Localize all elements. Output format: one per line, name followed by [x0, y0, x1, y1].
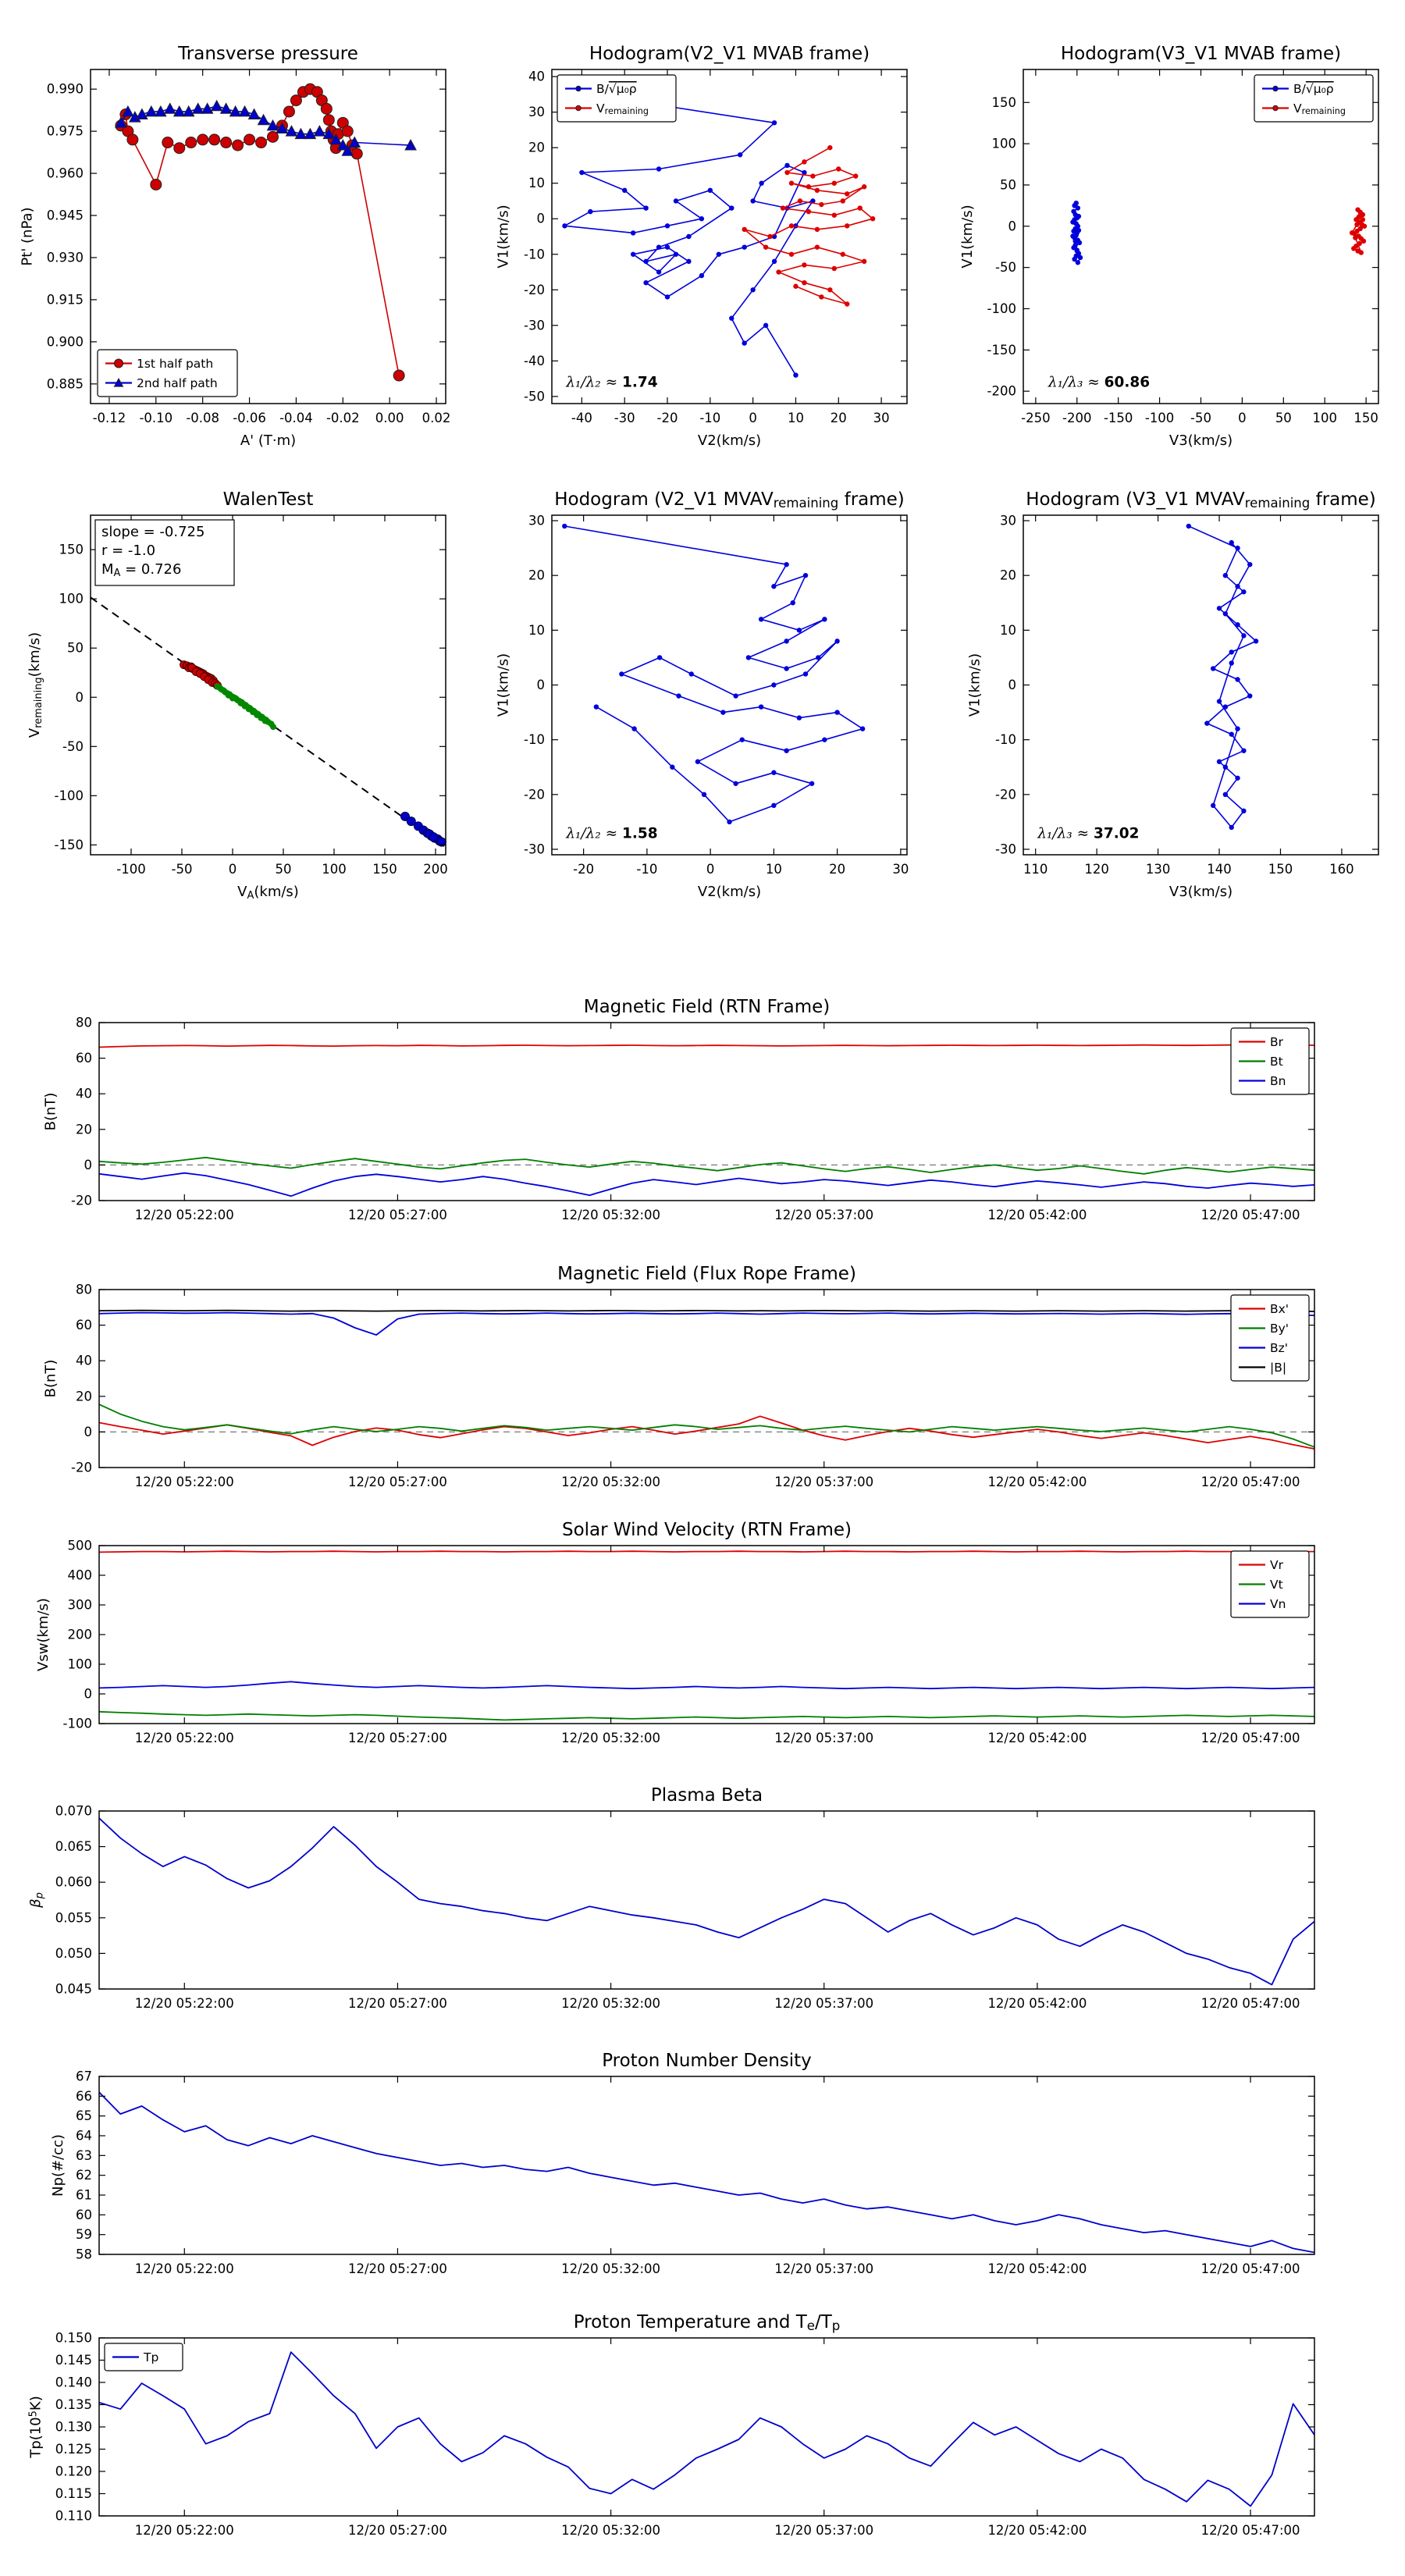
x-tick-labels [135, 2261, 1300, 2276]
x-tick-labels [135, 1731, 1300, 1745]
svg-text:-100: -100 [116, 862, 146, 877]
svg-text:66: 66 [76, 2088, 92, 2104]
svg-text:-200: -200 [987, 383, 1016, 399]
chart-tp [28, 2312, 1315, 2538]
svg-text:0.00: 0.00 [375, 411, 404, 425]
svg-text:20: 20 [76, 1122, 92, 1137]
x-tick-labels [1021, 411, 1378, 425]
svg-text:12/20 05:22:00: 12/20 05:22:00 [134, 1475, 234, 1489]
y-axis-label: V1(km/s) [959, 205, 976, 269]
svg-text:12/20 05:47:00: 12/20 05:47:00 [1200, 1731, 1300, 1745]
stats-line: slope = -0.725 [101, 524, 205, 540]
svg-text:-10: -10 [636, 862, 658, 877]
y-tick-labels [71, 1283, 92, 1475]
svg-text:150: 150 [59, 542, 84, 557]
stats-line: r = -1.0 [101, 543, 156, 559]
svg-text:0.045: 0.045 [55, 1981, 92, 1997]
svg-text:20: 20 [528, 140, 545, 155]
legend-label: Bx' [1270, 1302, 1289, 1316]
x-axis-label: V2(km/s) [697, 432, 762, 449]
svg-text:0.900: 0.900 [46, 334, 84, 350]
plot-background [99, 1290, 1314, 1468]
y-tick-labels [63, 1539, 92, 1731]
svg-text:0.915: 0.915 [46, 292, 84, 308]
svg-text:12/20 05:22:00: 12/20 05:22:00 [134, 1996, 234, 2011]
svg-text:0: 0 [536, 678, 545, 692]
svg-text:12/20 05:47:00: 12/20 05:47:00 [1200, 2261, 1300, 2276]
svg-text:12/20 05:32:00: 12/20 05:32:00 [561, 1475, 661, 1489]
svg-text:62: 62 [76, 2168, 92, 2183]
svg-text:-100: -100 [54, 788, 84, 803]
svg-text:-100: -100 [987, 301, 1016, 316]
svg-text:0: 0 [84, 1424, 92, 1439]
svg-text:150: 150 [1268, 862, 1293, 877]
x-axis-label: A' (T·m) [240, 432, 297, 449]
legend-label: |B| [1270, 1361, 1287, 1375]
svg-text:12/20 05:22:00: 12/20 05:22:00 [134, 1208, 234, 1222]
x-tick-labels [571, 411, 890, 425]
svg-text:-20: -20 [995, 787, 1016, 802]
legend-label: 1st half path [137, 357, 214, 371]
svg-text:-250: -250 [1021, 411, 1051, 425]
svg-text:50: 50 [1275, 411, 1292, 425]
svg-text:0.050: 0.050 [55, 1945, 92, 1961]
y-tick-labels [76, 2069, 92, 2262]
y-axis-label: Np(#/cc) [50, 2134, 66, 2197]
chart-title: Hodogram (V3_V1 MVAVremaining frame) [1026, 489, 1376, 511]
x-axis-label: V3(km/s) [1168, 432, 1233, 449]
svg-text:200: 200 [423, 862, 448, 877]
chart-title: Plasma Beta [650, 1785, 763, 1806]
svg-text:12/20 05:37:00: 12/20 05:37:00 [774, 1475, 874, 1489]
svg-text:64: 64 [76, 2128, 92, 2144]
svg-text:12/20 05:37:00: 12/20 05:37:00 [774, 1208, 874, 1222]
svg-text:200: 200 [67, 1627, 92, 1642]
chart-title: Hodogram(V2_V1 MVAB frame) [589, 44, 870, 64]
svg-text:0: 0 [706, 862, 715, 877]
svg-text:150: 150 [991, 94, 1016, 110]
chart-title: WalenTest [222, 489, 314, 510]
svg-text:12/20 05:27:00: 12/20 05:27:00 [347, 2523, 447, 2538]
svg-text:100: 100 [59, 591, 84, 607]
y-axis-label: Vsw(km/s) [35, 1598, 52, 1671]
svg-text:58: 58 [76, 2247, 92, 2262]
svg-text:-100: -100 [62, 1716, 92, 1731]
svg-text:50: 50 [275, 862, 292, 877]
legend-label: Vremaining [1293, 101, 1346, 117]
svg-text:-20: -20 [573, 862, 595, 877]
svg-text:-100: -100 [1144, 411, 1175, 425]
svg-text:-30: -30 [614, 411, 635, 425]
y-axis-label: Vremaining(km/s) [27, 632, 44, 738]
y-tick-labels [524, 514, 545, 857]
svg-text:10: 10 [765, 862, 782, 877]
svg-text:-150: -150 [54, 837, 84, 852]
chart-title: Proton Temperature and Te/Tp [573, 2312, 841, 2334]
x-tick-labels [573, 862, 909, 877]
svg-text:-0.04: -0.04 [279, 411, 313, 425]
svg-text:0: 0 [1008, 219, 1016, 234]
chart-vsw-rtn [35, 1520, 1314, 1745]
svg-text:0.975: 0.975 [46, 123, 84, 139]
svg-text:12/20 05:27:00: 12/20 05:27:00 [347, 1208, 447, 1222]
svg-text:-0.06: -0.06 [233, 411, 266, 425]
svg-text:-0.02: -0.02 [325, 411, 360, 425]
svg-text:10: 10 [528, 622, 545, 638]
eigenvalue-ratio-annotation: λ₁/λ₃ ≈ 37.02 [1037, 825, 1140, 842]
svg-text:0: 0 [228, 862, 237, 877]
svg-text:59: 59 [76, 2227, 92, 2243]
svg-text:10: 10 [787, 411, 804, 425]
chart-hodogram-v2v1-mvab [496, 44, 908, 449]
plot-background [552, 515, 907, 855]
x-tick-labels [135, 1208, 1300, 1222]
y-tick-labels [55, 1804, 92, 1997]
svg-text:0: 0 [536, 211, 545, 226]
svg-text:150: 150 [372, 862, 397, 877]
svg-text:12/20 05:22:00: 12/20 05:22:00 [134, 2523, 234, 2538]
chart-plasma-beta [28, 1785, 1315, 2011]
svg-text:-40: -40 [571, 411, 592, 425]
legend-label: 2nd half path [137, 376, 218, 390]
svg-text:12/20 05:42:00: 12/20 05:42:00 [987, 2261, 1087, 2276]
y-tick-labels [524, 69, 545, 404]
svg-text:300: 300 [67, 1597, 92, 1613]
svg-text:-20: -20 [524, 787, 545, 802]
svg-text:-30: -30 [524, 318, 545, 333]
svg-text:0: 0 [1238, 411, 1247, 425]
y-axis-label: V1(km/s) [495, 205, 512, 269]
svg-text:30: 30 [892, 862, 909, 877]
y-axis-label: βp [27, 1892, 46, 1908]
x-axis-label: V3(km/s) [1168, 884, 1233, 900]
svg-text:67: 67 [76, 2069, 92, 2084]
y-axis-label: B(nT) [42, 1359, 59, 1398]
x-tick-labels [135, 1475, 1300, 1489]
eigenvalue-ratio-annotation: λ₁/λ₂ ≈ 1.58 [566, 825, 658, 842]
svg-text:12/20 05:27:00: 12/20 05:27:00 [347, 1731, 447, 1745]
svg-text:0.125: 0.125 [55, 2442, 92, 2457]
svg-text:130: 130 [1145, 862, 1171, 877]
plot-background [99, 2338, 1314, 2516]
svg-text:0: 0 [75, 689, 84, 705]
chart-title: Hodogram (V2_V1 MVAVremaining frame) [554, 489, 905, 511]
svg-text:-0.12: -0.12 [92, 411, 126, 425]
svg-text:0.115: 0.115 [55, 2486, 92, 2501]
svg-text:0.02: 0.02 [422, 411, 451, 425]
chart-title: Proton Number Density [602, 2051, 812, 2071]
stats-line: MA = 0.726 [101, 561, 182, 579]
chart-hodogram-v2v1-mvav [496, 489, 909, 900]
svg-text:12/20 05:47:00: 12/20 05:47:00 [1200, 1208, 1300, 1222]
x-tick-labels [116, 862, 447, 877]
svg-text:500: 500 [67, 1538, 92, 1553]
chart-title: Solar Wind Velocity (RTN Frame) [561, 1520, 852, 1540]
svg-text:61: 61 [76, 2187, 92, 2203]
svg-text:10: 10 [1000, 622, 1016, 638]
svg-text:20: 20 [829, 862, 846, 877]
plot-background [99, 1546, 1314, 1724]
svg-text:12/20 05:32:00: 12/20 05:32:00 [561, 1208, 661, 1222]
x-tick-labels [135, 1996, 1300, 2011]
svg-text:0.070: 0.070 [55, 1803, 92, 1819]
svg-text:-40: -40 [524, 353, 545, 368]
y-tick-labels [995, 514, 1016, 857]
svg-text:12/20 05:37:00: 12/20 05:37:00 [774, 2261, 874, 2276]
svg-text:-50: -50 [62, 738, 84, 754]
svg-text:110: 110 [1023, 862, 1048, 877]
legend-label: B/√μ₀ρ [596, 82, 637, 96]
legend-label: Tp [144, 2350, 159, 2364]
svg-text:40: 40 [76, 1086, 92, 1101]
svg-text:-10: -10 [995, 732, 1016, 748]
svg-text:50: 50 [1000, 177, 1016, 193]
legend-label: By' [1270, 1322, 1289, 1336]
svg-text:-10: -10 [699, 411, 721, 425]
svg-text:63: 63 [76, 2147, 92, 2163]
x-tick-labels [135, 2523, 1300, 2538]
y-axis-label: V1(km/s) [966, 653, 984, 717]
svg-text:20: 20 [830, 411, 847, 425]
y-tick-labels [55, 543, 84, 852]
svg-text:12/20 05:37:00: 12/20 05:37:00 [774, 1996, 874, 2011]
plot-background [1023, 515, 1378, 855]
x-axis-label: VA(km/s) [237, 884, 299, 902]
svg-text:0.060: 0.060 [55, 1874, 92, 1890]
y-axis-label: Tp(105K) [27, 2396, 44, 2458]
svg-text:0.945: 0.945 [46, 208, 84, 223]
y-axis-label: V1(km/s) [495, 653, 512, 717]
svg-text:20: 20 [76, 1389, 92, 1404]
legend-label: Bz' [1270, 1341, 1289, 1355]
svg-text:0.110: 0.110 [55, 2508, 92, 2524]
plot-background [99, 2076, 1314, 2254]
legend-label: Bt [1270, 1055, 1283, 1069]
chart-walen-test [27, 489, 448, 902]
svg-text:60: 60 [76, 1318, 92, 1333]
svg-text:0.130: 0.130 [55, 2419, 92, 2435]
svg-text:140: 140 [1207, 862, 1232, 877]
svg-text:12/20 05:22:00: 12/20 05:22:00 [134, 1731, 234, 1745]
legend-label: B/√μ₀ρ [1293, 82, 1334, 96]
svg-text:10: 10 [528, 176, 545, 191]
chart-transverse-pressure [20, 44, 451, 449]
svg-text:-150: -150 [987, 342, 1016, 358]
svg-text:12/20 05:42:00: 12/20 05:42:00 [987, 2523, 1087, 2538]
svg-text:30: 30 [528, 105, 545, 120]
svg-text:-50: -50 [171, 862, 193, 877]
svg-text:-150: -150 [1103, 411, 1133, 425]
svg-text:100: 100 [322, 862, 347, 877]
svg-text:100: 100 [991, 136, 1016, 151]
svg-text:-0.08: -0.08 [186, 411, 220, 425]
legend-label: Vn [1270, 1597, 1286, 1611]
svg-text:0.930: 0.930 [46, 250, 84, 265]
svg-text:-20: -20 [71, 1193, 92, 1208]
legend-label: Vremaining [596, 101, 649, 117]
svg-text:-50: -50 [524, 389, 545, 404]
svg-text:12/20 05:22:00: 12/20 05:22:00 [134, 2261, 234, 2276]
svg-text:60: 60 [76, 2207, 92, 2222]
svg-text:0.065: 0.065 [55, 1839, 92, 1855]
legend-label: Vr [1270, 1558, 1283, 1572]
series-vr [99, 1551, 1314, 1552]
svg-text:0: 0 [1008, 678, 1016, 692]
plot-background [99, 1023, 1314, 1201]
svg-text:0.055: 0.055 [55, 1910, 92, 1926]
x-axis-label: V2(km/s) [697, 884, 762, 900]
svg-text:60: 60 [76, 1051, 92, 1066]
svg-text:30: 30 [528, 513, 545, 528]
chart-title: Transverse pressure [178, 44, 358, 64]
chart-hodogram-v3v1-mvav [967, 489, 1379, 900]
legend-label: Br [1270, 1035, 1284, 1049]
svg-text:100: 100 [1312, 411, 1337, 425]
svg-text:20: 20 [528, 568, 545, 583]
svg-text:12/20 05:42:00: 12/20 05:42:00 [987, 1475, 1087, 1489]
eigenvalue-ratio-annotation: λ₁/λ₂ ≈ 1.74 [566, 374, 658, 391]
svg-text:0.135: 0.135 [55, 2397, 92, 2412]
svg-text:-200: -200 [1062, 411, 1092, 425]
svg-text:12/20 05:47:00: 12/20 05:47:00 [1200, 1475, 1300, 1489]
svg-text:12/20 05:47:00: 12/20 05:47:00 [1200, 2523, 1300, 2538]
chart-title: Magnetic Field (RTN Frame) [583, 997, 831, 1017]
svg-text:12/20 05:47:00: 12/20 05:47:00 [1200, 1996, 1300, 2011]
svg-text:12/20 05:42:00: 12/20 05:42:00 [987, 1996, 1087, 2011]
y-axis-label: B(nT) [42, 1092, 59, 1131]
svg-text:-20: -20 [656, 411, 678, 425]
chart-title: Magnetic Field (Flux Rope Frame) [557, 1264, 856, 1284]
chart-title: Hodogram(V3_V1 MVAB frame) [1060, 44, 1342, 64]
svg-text:12/20 05:32:00: 12/20 05:32:00 [561, 1996, 661, 2011]
y-axis-label: Pt' (nPa) [19, 207, 36, 266]
svg-text:-20: -20 [524, 282, 545, 297]
eigenvalue-ratio-annotation: λ₁/λ₃ ≈ 60.86 [1048, 374, 1151, 391]
svg-text:80: 80 [76, 1282, 92, 1297]
svg-text:100: 100 [67, 1656, 92, 1672]
svg-text:40: 40 [528, 69, 545, 84]
svg-text:0.140: 0.140 [55, 2375, 92, 2390]
svg-text:0.885: 0.885 [46, 376, 84, 392]
svg-text:0.990: 0.990 [46, 81, 84, 97]
chart-b-fluxrope [43, 1264, 1315, 1489]
svg-text:12/20 05:42:00: 12/20 05:42:00 [987, 1731, 1087, 1745]
svg-text:0: 0 [84, 1686, 92, 1702]
svg-text:12/20 05:27:00: 12/20 05:27:00 [347, 1475, 447, 1489]
svg-text:0.120: 0.120 [55, 2464, 92, 2479]
svg-text:20: 20 [1000, 568, 1016, 583]
svg-text:12/20 05:27:00: 12/20 05:27:00 [347, 1996, 447, 2011]
chart-b-rtn [43, 997, 1315, 1222]
svg-text:160: 160 [1329, 862, 1354, 877]
svg-text:-30: -30 [995, 841, 1016, 857]
svg-text:400: 400 [67, 1567, 92, 1583]
svg-text:12/20 05:37:00: 12/20 05:37:00 [774, 1731, 874, 1745]
svg-text:0.960: 0.960 [46, 165, 84, 181]
y-tick-labels [47, 82, 84, 392]
svg-text:-10: -10 [524, 247, 545, 262]
x-tick-labels [93, 411, 451, 425]
svg-text:-0.10: -0.10 [139, 411, 173, 425]
svg-text:-50: -50 [995, 260, 1016, 276]
svg-text:-20: -20 [71, 1460, 92, 1475]
svg-text:-30: -30 [524, 841, 545, 857]
svg-text:12/20 05:32:00: 12/20 05:32:00 [561, 2261, 661, 2276]
svg-text:0: 0 [749, 411, 757, 425]
svg-text:30: 30 [873, 411, 890, 425]
y-tick-labels [55, 2331, 92, 2524]
svg-text:0.145: 0.145 [55, 2353, 92, 2368]
svg-text:12/20 05:32:00: 12/20 05:32:00 [561, 1731, 661, 1745]
x-tick-labels [1023, 862, 1354, 877]
svg-text:0: 0 [84, 1157, 92, 1172]
svg-text:12/20 05:32:00: 12/20 05:32:00 [561, 2523, 661, 2538]
chart-np [50, 2051, 1314, 2276]
plot-background [99, 1811, 1314, 1989]
svg-text:30: 30 [1000, 513, 1016, 528]
y-tick-labels [71, 1016, 92, 1208]
svg-text:120: 120 [1084, 862, 1109, 877]
svg-text:0.150: 0.150 [55, 2330, 92, 2346]
chart-hodogram-v3v1-mvab [959, 44, 1378, 449]
legend-label: Bn [1270, 1074, 1286, 1088]
svg-text:80: 80 [76, 1015, 92, 1030]
svg-text:150: 150 [1353, 411, 1378, 425]
svg-text:65: 65 [76, 2108, 92, 2124]
legend-label: Vt [1270, 1578, 1283, 1592]
svg-text:12/20 05:27:00: 12/20 05:27:00 [347, 2261, 447, 2276]
svg-text:-50: -50 [1190, 411, 1211, 425]
y-tick-labels [987, 95, 1016, 399]
svg-text:12/20 05:42:00: 12/20 05:42:00 [987, 1208, 1087, 1222]
svg-text:-10: -10 [524, 732, 545, 748]
svg-text:12/20 05:37:00: 12/20 05:37:00 [774, 2523, 874, 2538]
svg-text:50: 50 [67, 640, 84, 656]
svg-text:40: 40 [76, 1353, 92, 1368]
